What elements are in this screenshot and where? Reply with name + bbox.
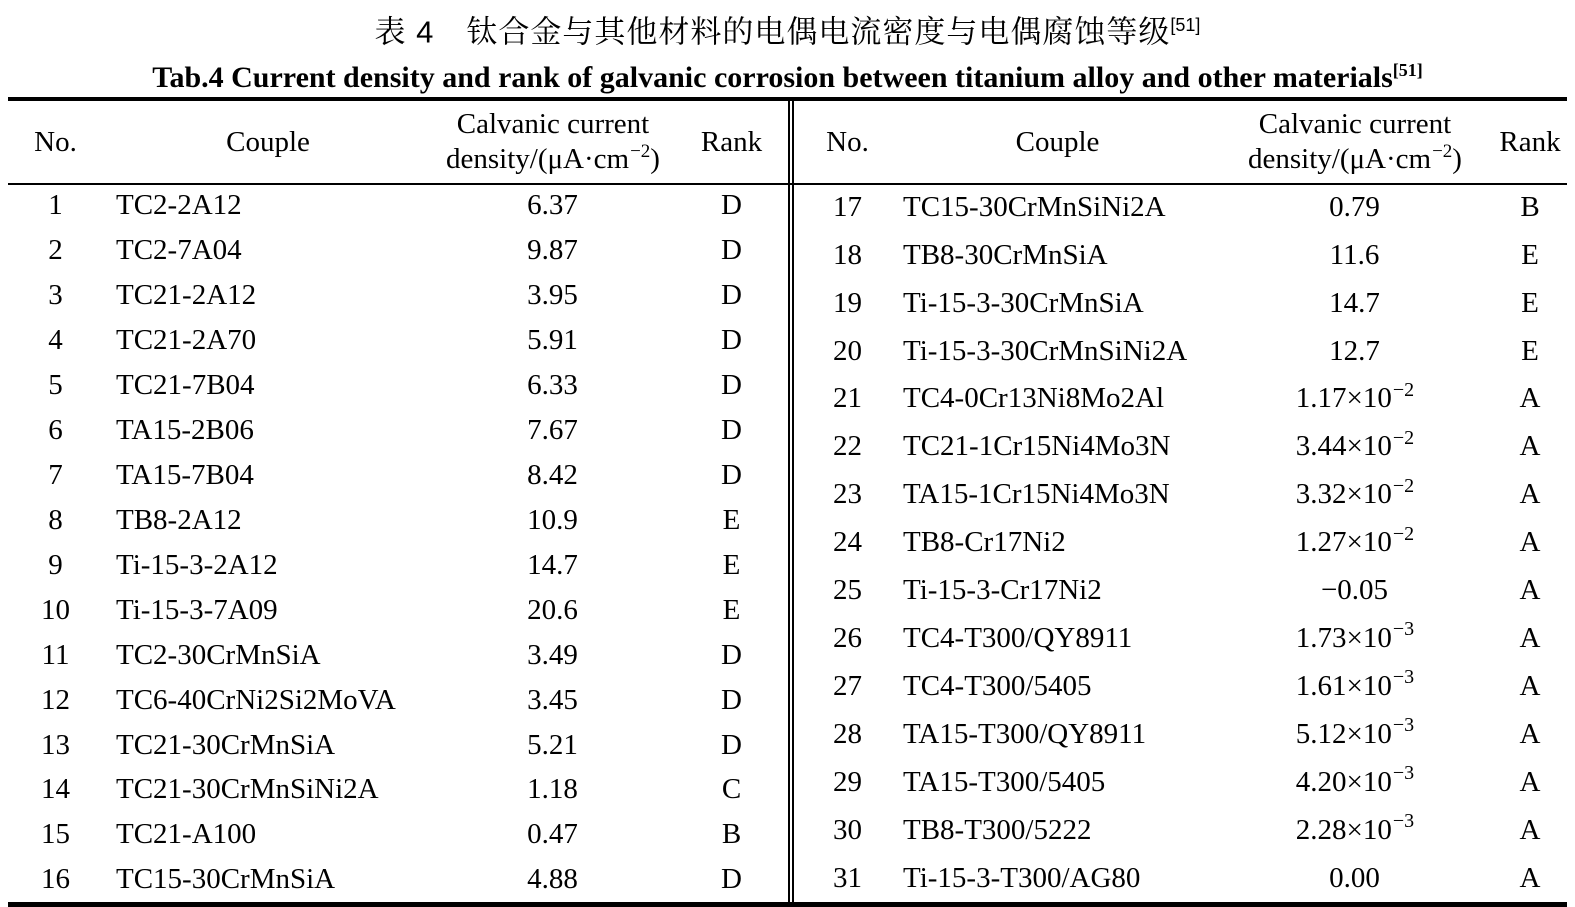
density-cell bbox=[433, 453, 673, 498]
row-number-cell: 18 bbox=[833, 238, 862, 271]
density-value: 1.17×10 bbox=[1295, 382, 1392, 415]
table-divider bbox=[788, 101, 794, 902]
table-title-chinese-text: 表 4 钛合金与其他材料的电偶电流密度与电偶腐蚀等级 bbox=[374, 14, 1171, 50]
row-number-cell: 2 bbox=[48, 234, 63, 267]
density-cell bbox=[1225, 231, 1485, 279]
citation-ref: [51] bbox=[1392, 60, 1423, 81]
couple-cell: TC4-T300/QY8911 bbox=[903, 622, 1133, 655]
density-value: 14.7 bbox=[1329, 286, 1380, 319]
density-cell bbox=[1225, 327, 1485, 375]
couple-cell: TC21-2A12 bbox=[116, 279, 257, 312]
rank-cell: D bbox=[721, 324, 742, 357]
col-header-no: No. bbox=[826, 125, 869, 158]
density-value: 5.91 bbox=[527, 324, 578, 357]
row-number-cell: 25 bbox=[833, 574, 862, 607]
couple-cell: TA15-7B04 bbox=[116, 458, 254, 491]
density-cell bbox=[433, 498, 673, 543]
col-header-couple: Couple bbox=[1015, 125, 1100, 158]
density-cell bbox=[1225, 183, 1485, 231]
density-header-close-paren: ) bbox=[650, 143, 660, 176]
density-cell bbox=[433, 543, 673, 588]
rank-cell: A bbox=[1519, 478, 1541, 511]
density-cell bbox=[1225, 710, 1485, 758]
row-number-cell: 11 bbox=[41, 638, 70, 671]
density-value: 14.7 bbox=[527, 548, 578, 581]
density-value: 12.7 bbox=[1329, 334, 1380, 367]
couple-cell: TC21-1Cr15Ni4Mo3N bbox=[903, 430, 1171, 463]
density-header-exponent: −2 bbox=[630, 140, 651, 162]
row-number-cell: 8 bbox=[48, 503, 63, 536]
table-row bbox=[8, 543, 790, 588]
density-exponent: −2 bbox=[1392, 378, 1415, 401]
rank-cell: E bbox=[722, 503, 741, 536]
couple-cell: Ti-15-3-T300/AG80 bbox=[903, 861, 1141, 894]
density-value: 10.9 bbox=[527, 503, 578, 536]
rank-cell: E bbox=[1521, 238, 1539, 271]
row-number-cell: 21 bbox=[833, 382, 862, 415]
density-value: 3.49 bbox=[527, 638, 578, 671]
table-row bbox=[805, 231, 1575, 279]
table-left-body bbox=[8, 183, 790, 902]
row-number-cell: 28 bbox=[833, 717, 862, 750]
table-row bbox=[805, 471, 1575, 519]
rank-cell: A bbox=[1519, 382, 1541, 415]
table-row bbox=[805, 758, 1575, 806]
couple-cell: TC21-7B04 bbox=[116, 369, 255, 402]
row-number-cell: 14 bbox=[41, 773, 70, 806]
density-value: 6.33 bbox=[527, 369, 578, 402]
rank-cell: D bbox=[721, 189, 742, 222]
row-number-cell: 13 bbox=[41, 728, 70, 761]
rank-cell: E bbox=[722, 548, 741, 581]
density-exponent: −3 bbox=[1392, 762, 1415, 785]
rank-cell: A bbox=[1519, 430, 1541, 463]
density-value: 3.45 bbox=[527, 683, 578, 716]
couple-cell: TC21-2A70 bbox=[116, 324, 257, 357]
table-title-english bbox=[0, 53, 1575, 95]
rank-cell: E bbox=[1521, 334, 1539, 367]
row-number-cell: 29 bbox=[833, 765, 862, 798]
couple-cell: Ti-15-3-30CrMnSiA bbox=[903, 286, 1144, 319]
density-cell bbox=[433, 273, 673, 318]
row-number-cell: 15 bbox=[41, 818, 70, 851]
rank-cell: A bbox=[1519, 765, 1541, 798]
table-row bbox=[805, 567, 1575, 615]
table-right-header bbox=[805, 101, 1575, 183]
col-header-no: No. bbox=[34, 125, 77, 158]
table-row bbox=[805, 615, 1575, 663]
couple-cell: TC21-30CrMnSiA bbox=[116, 728, 336, 761]
row-number-cell: 26 bbox=[833, 622, 862, 655]
density-value: 3.32×10 bbox=[1295, 478, 1392, 511]
density-exponent: −2 bbox=[1392, 474, 1415, 497]
couple-cell: TB8-Cr17Ni2 bbox=[903, 526, 1066, 559]
rank-cell: E bbox=[1521, 286, 1539, 319]
table-row bbox=[8, 228, 790, 273]
row-number-cell: 24 bbox=[833, 526, 862, 559]
rank-cell: E bbox=[722, 593, 741, 626]
row-number-cell: 1 bbox=[48, 189, 63, 222]
rank-cell: B bbox=[721, 818, 742, 851]
density-value: 5.12×10 bbox=[1295, 717, 1392, 750]
couple-cell: TC21-A100 bbox=[116, 818, 257, 851]
density-cell bbox=[1225, 375, 1485, 423]
density-header-line1: Calvanic current bbox=[456, 108, 650, 141]
density-value: 1.27×10 bbox=[1295, 526, 1392, 559]
density-value: 6.37 bbox=[527, 189, 578, 222]
density-value: −0.05 bbox=[1320, 574, 1389, 607]
header-row bbox=[805, 101, 1575, 183]
rank-cell: A bbox=[1519, 717, 1541, 750]
table-row bbox=[8, 768, 790, 813]
table-row bbox=[805, 375, 1575, 423]
density-cell bbox=[433, 633, 673, 678]
rank-cell: D bbox=[721, 863, 742, 896]
table-left-header bbox=[8, 101, 790, 183]
density-header-line2: density/(μA·cm bbox=[446, 143, 630, 176]
rank-cell: C bbox=[721, 773, 742, 806]
citation-ref: [51] bbox=[1170, 15, 1201, 35]
rank-cell: D bbox=[721, 234, 742, 267]
rank-cell: A bbox=[1519, 861, 1541, 894]
row-number-cell: 6 bbox=[48, 413, 63, 446]
density-cell bbox=[1225, 663, 1485, 711]
couple-cell: TB8-T300/5222 bbox=[903, 813, 1092, 846]
density-cell bbox=[433, 812, 673, 857]
table-title-english-text: Tab.4 Current density and rank of galvanic corrosion between titanium alloy and other materials bbox=[152, 61, 1393, 95]
couple-cell: TC15-30CrMnSiA bbox=[116, 863, 336, 896]
density-cell bbox=[1225, 567, 1485, 615]
density-value: 20.6 bbox=[527, 593, 578, 626]
density-cell bbox=[433, 588, 673, 633]
rank-cell: D bbox=[721, 638, 742, 671]
row-number-cell: 22 bbox=[833, 430, 862, 463]
table-row bbox=[805, 183, 1575, 231]
density-value: 8.42 bbox=[527, 458, 578, 491]
table-row bbox=[8, 453, 790, 498]
table-row bbox=[8, 588, 790, 633]
density-value: 5.21 bbox=[527, 728, 578, 761]
couple-cell: TA15-T300/QY8911 bbox=[903, 717, 1147, 750]
density-exponent: −3 bbox=[1392, 666, 1415, 689]
couple-cell: Ti-15-3-2A12 bbox=[116, 548, 278, 581]
row-number-cell: 16 bbox=[41, 863, 70, 896]
table-row bbox=[8, 678, 790, 723]
table-row bbox=[8, 857, 790, 902]
density-cell bbox=[1225, 279, 1485, 327]
table-row bbox=[8, 723, 790, 768]
density-cell bbox=[433, 678, 673, 723]
col-header-rank: Rank bbox=[700, 125, 763, 158]
table-row bbox=[8, 812, 790, 857]
rank-cell: D bbox=[721, 413, 742, 446]
density-value: 9.87 bbox=[527, 234, 578, 267]
couple-cell: Ti-15-3-Cr17Ni2 bbox=[903, 574, 1102, 607]
density-value: 4.88 bbox=[527, 863, 578, 896]
density-exponent: −3 bbox=[1392, 810, 1415, 833]
row-number-cell: 12 bbox=[41, 683, 70, 716]
couple-cell: TC2-30CrMnSiA bbox=[116, 638, 321, 671]
density-exponent: −3 bbox=[1392, 618, 1415, 641]
couple-cell: TA15-T300/5405 bbox=[903, 765, 1106, 798]
couple-cell: Ti-15-3-7A09 bbox=[116, 593, 278, 626]
density-cell bbox=[433, 318, 673, 363]
header-row bbox=[8, 101, 790, 183]
couple-cell: TB8-30CrMnSiA bbox=[903, 238, 1108, 271]
row-number-cell: 19 bbox=[833, 286, 862, 319]
table-row bbox=[805, 279, 1575, 327]
density-cell bbox=[433, 228, 673, 273]
table-row bbox=[8, 318, 790, 363]
table-row bbox=[805, 663, 1575, 711]
rank-cell: A bbox=[1519, 574, 1541, 607]
density-cell bbox=[433, 183, 673, 228]
row-number-cell: 20 bbox=[833, 334, 862, 367]
table-row bbox=[805, 854, 1575, 902]
density-cell bbox=[433, 768, 673, 813]
table-row bbox=[8, 498, 790, 543]
table-right-body bbox=[805, 183, 1575, 902]
row-number-cell: 10 bbox=[41, 593, 70, 626]
row-number-cell: 30 bbox=[833, 813, 862, 846]
col-header-rank: Rank bbox=[1499, 125, 1561, 158]
row-number-cell: 3 bbox=[48, 279, 63, 312]
density-cell bbox=[1225, 423, 1485, 471]
density-value: 3.44×10 bbox=[1295, 430, 1392, 463]
density-value: 11.6 bbox=[1329, 238, 1380, 271]
table-row bbox=[8, 408, 790, 453]
density-value: 2.28×10 bbox=[1295, 813, 1392, 846]
rank-cell: D bbox=[721, 728, 742, 761]
density-value: 3.95 bbox=[527, 279, 578, 312]
couple-cell: TC2-2A12 bbox=[116, 189, 242, 222]
density-header-close-paren: ) bbox=[1452, 143, 1462, 176]
couple-cell: TC2-7A04 bbox=[116, 234, 242, 267]
table-row bbox=[805, 806, 1575, 854]
row-number-cell: 4 bbox=[48, 324, 63, 357]
rank-cell: A bbox=[1519, 670, 1541, 702]
row-number-cell: 31 bbox=[833, 861, 862, 894]
density-cell bbox=[1225, 615, 1485, 663]
density-header-line1: Calvanic current bbox=[1258, 108, 1452, 141]
couple-cell: TA15-2B06 bbox=[116, 413, 254, 446]
row-number-cell: 9 bbox=[48, 548, 63, 581]
rank-cell: A bbox=[1519, 813, 1541, 846]
rank-cell: D bbox=[721, 683, 742, 716]
couple-cell: Ti-15-3-30CrMnSiNi2A bbox=[903, 334, 1188, 367]
table-right-half bbox=[805, 101, 1575, 902]
rank-cell: B bbox=[1520, 190, 1540, 223]
density-cell bbox=[1225, 854, 1485, 902]
row-number-cell: 5 bbox=[48, 369, 63, 402]
density-value: 1.18 bbox=[527, 773, 578, 806]
row-number-cell: 7 bbox=[48, 458, 63, 491]
table-row bbox=[8, 633, 790, 678]
col-header-density bbox=[433, 101, 673, 183]
row-number-cell: 17 bbox=[833, 190, 862, 223]
density-value: 4.20×10 bbox=[1295, 765, 1392, 798]
table-left-half bbox=[8, 101, 790, 902]
density-header-exponent: −2 bbox=[1432, 140, 1453, 162]
row-number-cell: 23 bbox=[833, 478, 862, 511]
density-cell bbox=[433, 723, 673, 768]
table-row bbox=[805, 423, 1575, 471]
density-header-line2: density/(μA·cm bbox=[1248, 143, 1432, 176]
couple-cell: TC6-40CrNi2Si2MoVA bbox=[116, 683, 396, 716]
density-value: 0.47 bbox=[527, 818, 578, 851]
density-value: 0.79 bbox=[1329, 190, 1380, 223]
density-cell bbox=[1225, 806, 1485, 854]
density-cell bbox=[433, 363, 673, 408]
couple-cell: TC4-0Cr13Ni8Mo2Al bbox=[903, 382, 1164, 415]
density-cell bbox=[433, 408, 673, 453]
density-value: 1.73×10 bbox=[1295, 622, 1392, 655]
table-row bbox=[805, 519, 1575, 567]
rank-cell: D bbox=[721, 369, 742, 402]
density-value: 1.61×10 bbox=[1295, 670, 1392, 702]
density-value: 7.67 bbox=[527, 413, 578, 446]
rank-cell: D bbox=[721, 458, 742, 491]
couple-cell: TC21-30CrMnSiNi2A bbox=[116, 773, 379, 806]
density-exponent: −2 bbox=[1392, 522, 1415, 545]
rank-cell: D bbox=[721, 279, 742, 312]
density-exponent: −3 bbox=[1392, 714, 1415, 737]
couple-cell: TC4-T300/5405 bbox=[903, 670, 1092, 702]
table-row bbox=[8, 273, 790, 318]
rank-cell: A bbox=[1519, 526, 1541, 559]
table-row bbox=[8, 183, 790, 228]
density-cell bbox=[1225, 519, 1485, 567]
table-row bbox=[805, 710, 1575, 758]
couple-cell: TB8-2A12 bbox=[116, 503, 242, 536]
density-cell bbox=[1225, 471, 1485, 519]
row-number-cell: 27 bbox=[833, 670, 862, 702]
density-cell bbox=[1225, 758, 1485, 806]
density-exponent: −2 bbox=[1392, 426, 1415, 449]
density-cell bbox=[433, 857, 673, 902]
couple-cell: TA15-1Cr15Ni4Mo3N bbox=[903, 478, 1170, 511]
table-row bbox=[8, 363, 790, 408]
galvanic-corrosion-table bbox=[8, 97, 1567, 907]
density-value: 0.00 bbox=[1329, 861, 1380, 894]
couple-cell: TC15-30CrMnSiNi2A bbox=[903, 190, 1166, 223]
col-header-density bbox=[1225, 101, 1485, 183]
rank-cell: A bbox=[1519, 622, 1541, 655]
col-header-couple: Couple bbox=[226, 125, 310, 158]
table-row bbox=[805, 327, 1575, 375]
table-title-chinese bbox=[0, 0, 1575, 53]
